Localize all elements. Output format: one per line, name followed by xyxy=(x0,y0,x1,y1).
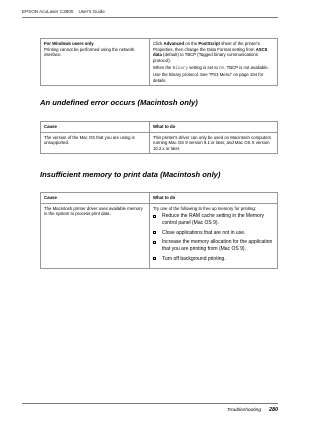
fix-cell xyxy=(150,203,278,268)
row-label: For Windows users only xyxy=(44,41,94,46)
setting-value: On xyxy=(219,66,225,72)
table-row xyxy=(41,39,278,86)
text-run: on the xyxy=(184,41,199,46)
text-run: , TBCP is not available. Use the Binary protocol. See "PS3 Menu" on page 164 for details. xyxy=(153,65,269,83)
list-item-text: Reduce the RAM cache setting in the Memory control panel (Mac OS 9). xyxy=(162,213,264,226)
text-run: (default) to TBCP (Tagged binary communications protocol). xyxy=(153,52,258,63)
table-row xyxy=(41,132,278,154)
page-number: 280 xyxy=(269,407,278,413)
header-rule xyxy=(22,17,278,18)
column-header-cause: Cause xyxy=(41,193,150,204)
windows-network-table xyxy=(40,38,278,86)
setting-value: Binary xyxy=(172,66,189,72)
fix-intro: Try one of the following to free up memory for printing: xyxy=(153,205,257,211)
table-row xyxy=(41,203,278,268)
section-heading-insufficient-memory: Insufficient memory to print data (Macintosh only) xyxy=(40,170,221,179)
bold-term: Advanced xyxy=(163,41,185,46)
cause-cell: The Macintosh printer driver uses available memory in the system to process print data. xyxy=(41,203,150,268)
page-footer xyxy=(227,407,278,413)
list-item xyxy=(153,230,274,236)
header-guide-title: User's Guide xyxy=(78,9,105,14)
fix-paragraph-2 xyxy=(153,65,274,83)
insufficient-memory-table xyxy=(40,192,278,269)
list-item-text: Close applications that are not in use. xyxy=(162,229,246,236)
text-run: setting is set to xyxy=(188,65,220,71)
table-header-row xyxy=(41,193,278,204)
list-item xyxy=(153,239,274,252)
checkbox-bullet-icon xyxy=(153,257,156,260)
cause-cell xyxy=(41,39,150,86)
section-heading-undefined-error: An undefined error occurs (Macintosh only) xyxy=(40,98,198,107)
cause-cell: The version of the Mac OS that you are using is unsupported. xyxy=(41,132,150,154)
text-run: sheet of the printer's Properties, then change the Data Format setting from xyxy=(153,41,260,52)
fix-cell: This printer's driver can only be used on Macintosh computers running Mac OS 9 version 9.1 or later, and Mac OS X version 10.2.x or later. xyxy=(150,132,278,154)
remedy-list xyxy=(153,213,274,262)
table-header-row xyxy=(41,122,278,133)
checkbox-bullet-icon xyxy=(153,215,156,218)
column-header-cause: Cause xyxy=(41,122,150,133)
bold-term: ASCII data xyxy=(153,46,268,58)
list-item xyxy=(153,256,274,262)
bold-term: PostScript xyxy=(198,41,220,46)
footer-section: Troubleshooting xyxy=(226,408,261,413)
text-run: When the xyxy=(153,65,173,71)
list-item xyxy=(153,213,274,226)
list-item-text: Increase the memory allocation for the application that you are printing from (Mac OS 9). xyxy=(162,239,273,252)
footer-rule xyxy=(22,403,278,404)
text-run: Click xyxy=(153,41,164,46)
checkbox-bullet-icon xyxy=(153,231,156,234)
column-header-what-to-do: What to do xyxy=(150,122,278,133)
list-item-text: Turn off background printing. xyxy=(162,255,226,262)
cause-text: Printing cannot be performed using the network interface. xyxy=(44,46,135,58)
page-header xyxy=(22,9,105,14)
fix-cell xyxy=(150,39,278,86)
column-header-what-to-do: What to do xyxy=(150,193,278,204)
undefined-error-table xyxy=(40,121,278,154)
checkbox-bullet-icon xyxy=(153,241,156,244)
header-brand: EPSON AcuLaser C3800 xyxy=(22,9,74,14)
fix-paragraph-1 xyxy=(153,41,274,63)
